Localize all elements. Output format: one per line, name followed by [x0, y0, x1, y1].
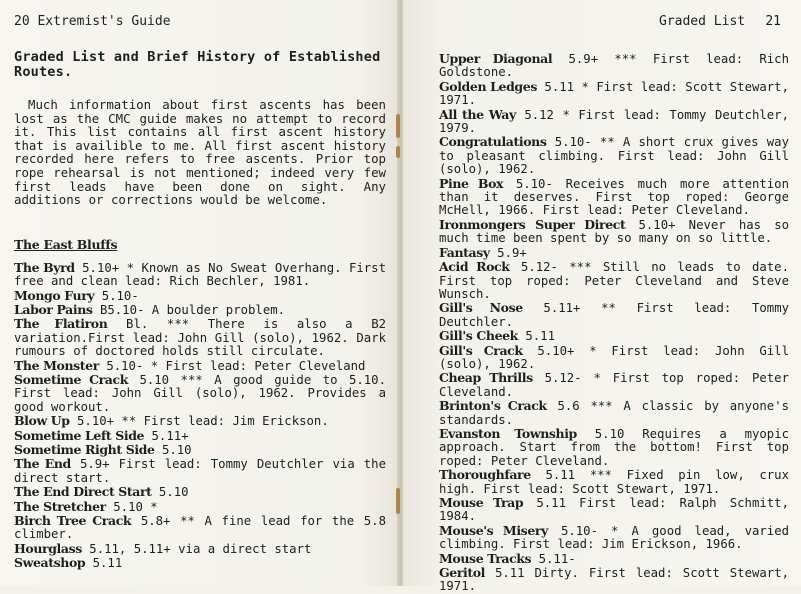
- route-name: The End Direct Start: [14, 484, 152, 500]
- route-description: 5.10- ** A short crux gives way to pleasant climbing. First lead: John Gill (solo), 1962.: [439, 135, 789, 177]
- route-description: Bl. *** There is also a B2 variation.First lead: John Gill (solo), 1962. Dark rumours of doctored holds still circulate.: [14, 317, 387, 359]
- route-entry: [439, 371, 789, 399]
- route-entry: [14, 500, 386, 514]
- left-page-heading: [14, 14, 171, 30]
- route-description: 5.12 * First lead: Tommy Deutchler, 1979.: [439, 107, 789, 136]
- route-entry: [14, 457, 386, 485]
- page-title: Graded List and Brief History of Established Routes.: [14, 49, 381, 80]
- route-description: 5.10: [154, 443, 192, 458]
- right-route-list: [439, 52, 789, 594]
- route-name: Acid Rock: [439, 259, 510, 275]
- route-name: Sometime Left Side: [14, 427, 145, 443]
- route-entry: [439, 566, 789, 594]
- route-name: Evanston Township: [439, 425, 577, 441]
- binding-staple-bottom: [396, 488, 400, 514]
- route-description: 5.9+ First lead: Tommy Deutchler via the direct start.: [14, 457, 386, 485]
- route-entry: [439, 246, 789, 260]
- route-entry: [14, 443, 386, 457]
- left-page-number: 20: [14, 14, 30, 29]
- route-name: Birch Tree Crack: [14, 513, 132, 529]
- left-page-header: [14, 14, 386, 30]
- route-description: B5.10- A boulder problem.: [92, 302, 286, 317]
- route-description: 5.10+ * Known as No Sweat Overhang. First free and clean lead: Rich Bechler, 1981.: [14, 260, 386, 289]
- route-entry: [439, 552, 789, 566]
- route-entry: [14, 359, 386, 373]
- binding-staple-middle: [396, 146, 400, 158]
- left-route-list: [14, 261, 386, 571]
- route-name: Cheap Thrills: [439, 370, 533, 386]
- route-entry: [14, 303, 386, 317]
- route-entry: [14, 542, 386, 556]
- route-name: Labor Pains: [14, 301, 93, 317]
- route-entry: [14, 261, 386, 289]
- route-description: 5.11, 5.11+ via a direct start: [81, 541, 312, 556]
- route-description: 5.9+: [489, 245, 527, 260]
- left-page: [0, 0, 398, 586]
- right-page-number: 21: [765, 14, 781, 29]
- intro-paragraph: Much information about first ascents has been lost as the CMC guide makes no attempt to record it. This list contains all first ascent history that is availible to me. All first ascent history recorded here refers to free ascents. Prior top rope rehearsal is not mentioned; indeed very few first leads have been done on sight. Any additions or corrections would be welcome.: [14, 97, 386, 208]
- right-running-head: Graded List: [659, 14, 746, 29]
- route-entry: [14, 429, 386, 443]
- route-entry: [439, 344, 789, 372]
- route-name: All the Way: [439, 106, 516, 122]
- route-name: Brinton's Crack: [439, 398, 547, 414]
- route-description: 5.6 *** A classic by anyone's standards.: [439, 399, 789, 427]
- route-description: 5.10 *** A good guide to 5.10. First lead: John Gill (solo), 1962. Provides a good workout.: [14, 373, 386, 414]
- left-running-head: Extremist's Guide: [37, 14, 171, 29]
- route-description: 5.11: [517, 329, 555, 344]
- route-description: 5.12- * First top roped: Peter Cleveland.: [439, 371, 789, 399]
- route-name: Congratulations: [439, 134, 547, 150]
- route-description: 5.10+ ** First lead: Jim Erickson.: [69, 414, 329, 429]
- right-page-header: [439, 14, 789, 30]
- route-description: 5.10+ Never has so much time been spent by so many on so little.: [439, 217, 789, 246]
- route-name: Hourglass: [14, 540, 82, 556]
- route-description: 5.10+ * First lead: John Gill (solo), 1962.: [439, 343, 789, 371]
- route-name: The Byrd: [14, 259, 75, 275]
- route-name: Blow Up: [14, 413, 70, 429]
- route-description: 5.11 * First lead: Scott Stewart, 1971.: [439, 79, 789, 108]
- route-name: Sometime Crack: [14, 372, 128, 387]
- route-description: 5.10 *: [105, 499, 158, 514]
- route-description: 5.11+ ** First lead: Tommy Deutchler.: [439, 301, 789, 329]
- route-description: 5.10-: [94, 288, 139, 303]
- route-entry: [14, 373, 386, 414]
- route-description: 5.10- Receives much more attention than it deserves. First top roped: George McHell, 1966. First lead: Peter Cleveland.: [439, 176, 789, 218]
- route-name: Geritol: [439, 565, 486, 581]
- right-page: [403, 0, 801, 594]
- route-name: Ironmongers Super Direct: [439, 216, 626, 232]
- binding-staple-top: [396, 114, 400, 138]
- route-name: Thoroughfare: [439, 467, 531, 483]
- route-name: Mongo Fury: [14, 287, 95, 303]
- route-entry: [439, 177, 789, 218]
- route-name: The End: [14, 456, 71, 472]
- route-entry: [14, 289, 386, 303]
- route-description: 5.11 Dirty. First lead: Scott Stewart, 1971.: [439, 566, 789, 594]
- route-description: 5.11+: [144, 428, 189, 443]
- route-name: Mouse Tracks: [439, 550, 532, 566]
- route-entry: [439, 218, 789, 246]
- route-name: The Monster: [14, 357, 99, 373]
- route-description: 5.11: [85, 556, 123, 571]
- route-name: Upper Diagonal: [439, 51, 553, 66]
- route-entry: [14, 514, 386, 542]
- route-entry: [439, 427, 789, 468]
- route-entry: [439, 52, 789, 80]
- route-description: 5.10- * A good lead, varied climbing. First lead: Jim Erickson, 1966.: [439, 523, 790, 552]
- route-name: Mouse's Misery: [439, 522, 548, 538]
- route-name: Mouse Trap: [439, 495, 524, 510]
- route-name: Gill's Crack: [439, 342, 523, 358]
- route-name: Fantasy: [439, 244, 490, 260]
- route-name: Gill's Nose: [439, 300, 523, 316]
- route-entry: [439, 80, 789, 108]
- route-entry: [439, 108, 789, 136]
- route-name: Pine Box: [439, 175, 504, 191]
- route-name: Golden Ledges: [439, 78, 537, 94]
- route-description: 5.11-: [531, 551, 576, 566]
- route-description: 5.10- * First lead: Peter Cleveland: [98, 358, 366, 373]
- route-name: The Stretcher: [14, 498, 106, 514]
- route-description: 5.11 *** Fixed pin low, crux high. First lead: Scott Stewart, 1971.: [439, 468, 789, 496]
- route-entry: [439, 135, 789, 176]
- route-entry: [439, 301, 789, 329]
- route-entry: [439, 329, 789, 343]
- route-description: 5.12- *** Still no leads to date. First top roped: Peter Cleveland and Steve Wunsch.: [439, 260, 789, 301]
- route-name: Sometime Right Side: [14, 442, 155, 458]
- route-entry: [14, 317, 386, 358]
- route-name: The Flatiron: [14, 316, 108, 332]
- section-heading: The East Bluffs: [14, 236, 118, 252]
- route-description: 5.9+ *** First lead: Rich Goldstone.: [439, 52, 789, 80]
- route-description: 5.10: [151, 485, 189, 500]
- route-entry: [439, 399, 789, 427]
- route-entry: [439, 496, 789, 524]
- route-entry: [14, 556, 386, 570]
- route-name: Gill's Cheek: [439, 328, 518, 344]
- route-description: 5.10 Requires a myopic approach. Start from the bottom! First top roped: Peter Cleveland.: [439, 426, 790, 468]
- route-entry: [14, 485, 386, 499]
- route-description: 5.8+ ** A fine lead for the 5.8 climber.: [14, 514, 386, 542]
- route-entry: [439, 468, 789, 496]
- route-entry: [14, 414, 386, 428]
- route-entry: [439, 524, 789, 552]
- route-description: 5.11 First lead: Ralph Schmitt, 1984.: [439, 496, 789, 524]
- route-entry: [439, 260, 789, 301]
- route-name: Sweatshop: [14, 555, 86, 571]
